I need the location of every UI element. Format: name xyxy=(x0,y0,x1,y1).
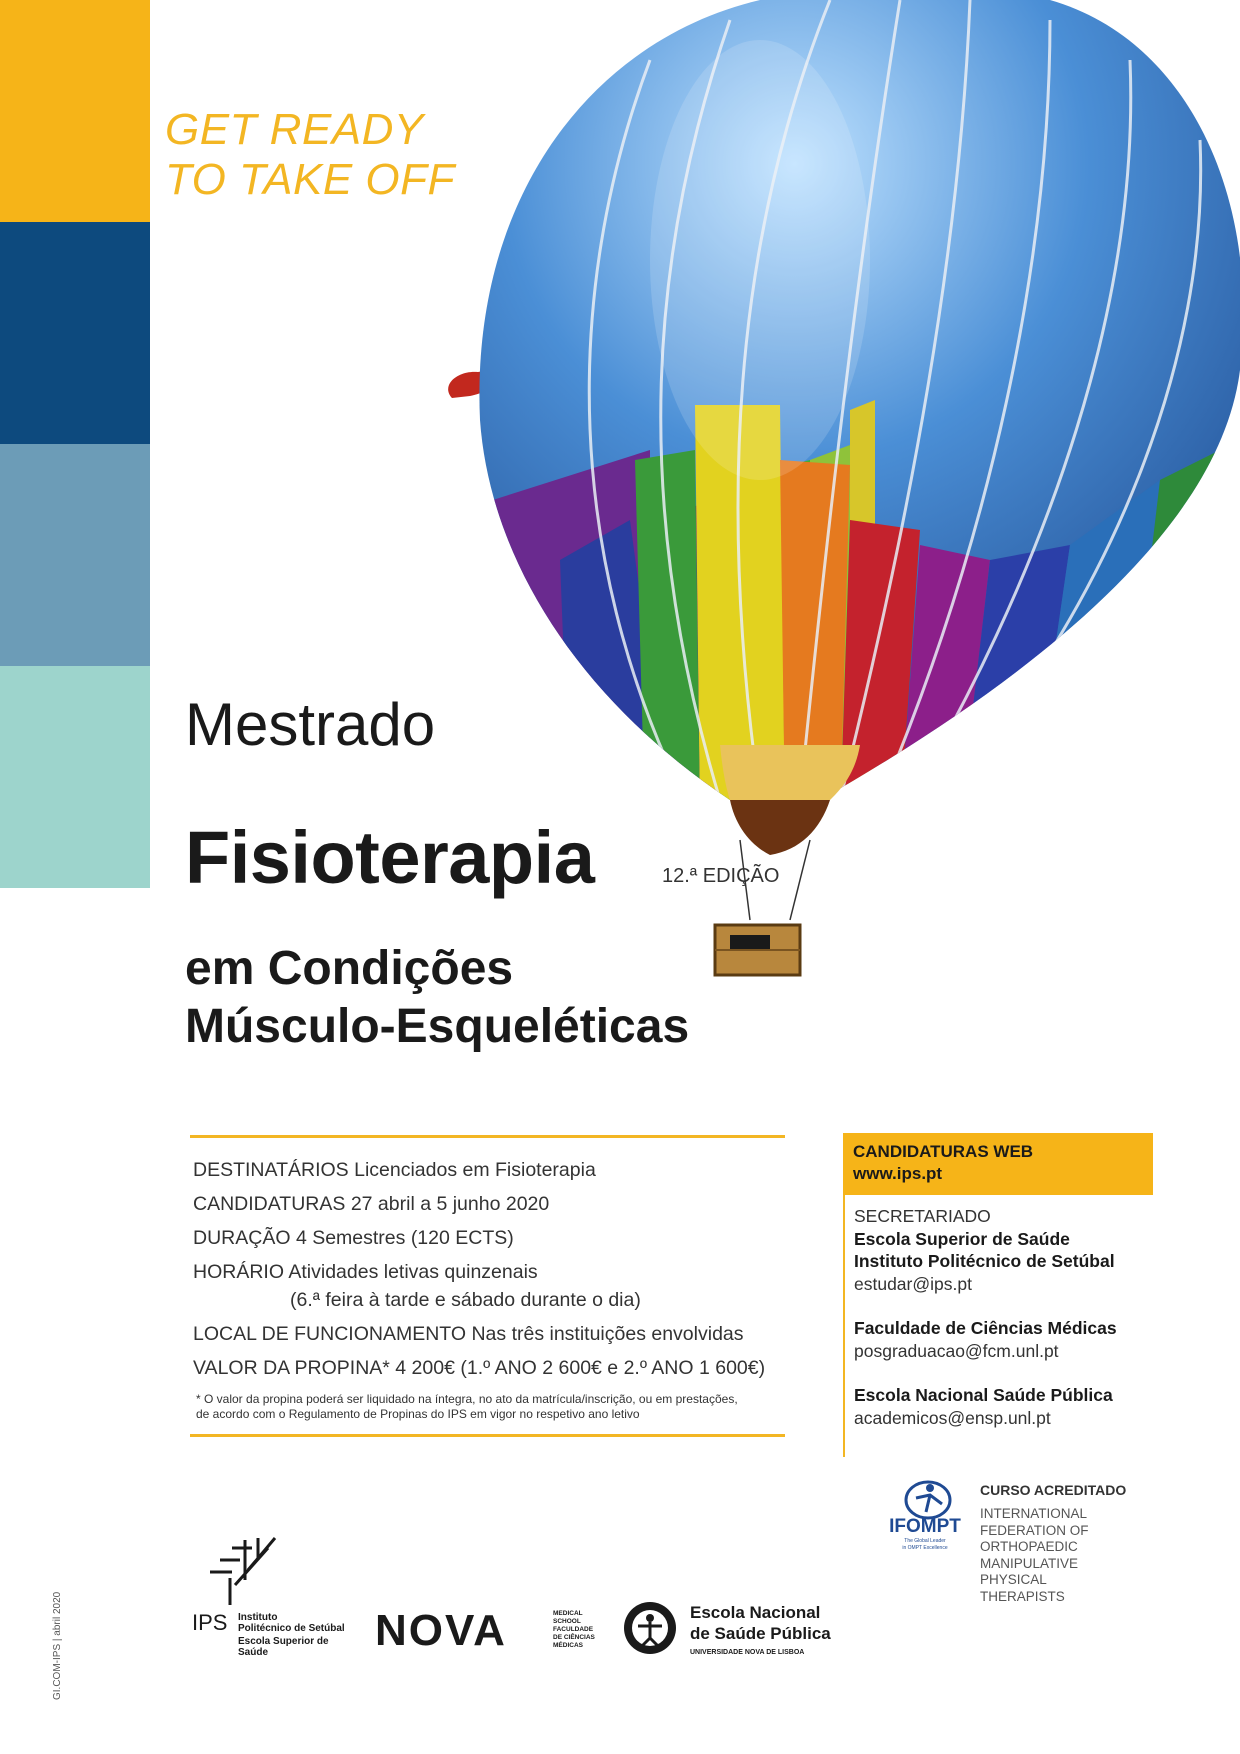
ips-name: Instituto Politécnico de Setúbal xyxy=(854,1251,1115,1271)
tagline-line-2: TO TAKE OFF xyxy=(165,155,455,204)
ips-email-link[interactable]: estudar@ips.pt xyxy=(854,1273,972,1294)
info-row-candidaturas xyxy=(193,1192,785,1216)
accreditation-label: CURSO ACREDITADO xyxy=(980,1482,1127,1498)
program-title: Fisioterapia xyxy=(185,816,595,899)
color-band-yellow xyxy=(0,0,150,222)
info-value: 4 Semestres (120 ECTS) xyxy=(295,1227,514,1249)
ensp-line-3: UNIVERSIDADE NOVA DE LISBOA xyxy=(690,1649,805,1656)
ensp-name: Escola Nacional Saúde Pública xyxy=(854,1385,1113,1405)
ips-line-1: Instituto xyxy=(238,1612,278,1623)
ifompt-name-line: ORTHOPAEDIC xyxy=(980,1539,1078,1554)
fcm-email-link[interactable]: posgraduacao@fcm.unl.pt xyxy=(854,1340,1059,1361)
ifompt-name-line: FEDERATION OF xyxy=(980,1522,1089,1538)
nova-medical-school-logo xyxy=(375,1605,610,1655)
subtitle-line-1: em Condições xyxy=(185,942,514,995)
ips-abbr: IPS xyxy=(192,1610,228,1635)
ips-line-2: Politécnico de Setúbal xyxy=(238,1623,345,1634)
secretariado-label: SECRETARIADO xyxy=(854,1206,991,1226)
color-band-steel xyxy=(0,444,150,666)
contact-fcm xyxy=(854,1317,1153,1362)
nova-side-1: MEDICAL xyxy=(553,1610,583,1617)
program-info xyxy=(190,1135,785,1437)
info-label: DESTINATÁRIOS xyxy=(193,1159,349,1181)
info-value: 4 200€ (1.º ANO 2 600€ e 2.º ANO 1 600€) xyxy=(395,1357,766,1379)
info-label: VALOR DA PROPINA* xyxy=(193,1357,390,1379)
info-label: LOCAL DE FUNCIONAMENTO xyxy=(193,1323,467,1345)
applications-web-box xyxy=(843,1133,1153,1195)
info-label: DURAÇÃO xyxy=(193,1227,291,1249)
info-row-destinatarios xyxy=(193,1158,785,1182)
ifompt-name-line: THERAPISTS xyxy=(980,1588,1065,1604)
contacts-panel xyxy=(843,1133,1153,1457)
tuition-footnote xyxy=(196,1392,785,1422)
tagline xyxy=(165,105,455,205)
ifompt-full-name xyxy=(980,1506,1089,1605)
contact-list xyxy=(843,1195,1153,1457)
info-value: Licenciados em Fisioterapia xyxy=(354,1159,596,1181)
nova-side-4: DE CIÊNCIAS xyxy=(553,1634,595,1641)
ensp-logo xyxy=(622,1596,831,1661)
nova-side-2: SCHOOL xyxy=(553,1618,581,1625)
web-url-link[interactable]: www.ips.pt xyxy=(853,1164,943,1183)
ifompt-name-line: MANIPULATIVE xyxy=(980,1555,1079,1571)
info-value: Atividades letivas quinzenais xyxy=(288,1261,538,1283)
nova-wordmark: NOVA xyxy=(375,1606,507,1655)
info-row-horario xyxy=(193,1260,785,1312)
ifompt-tagline-2: in OMPT Excellence xyxy=(902,1545,948,1551)
info-row-local xyxy=(193,1322,785,1346)
ifompt-name-line: INTERNATIONAL xyxy=(980,1506,1088,1521)
footnote-line-2: de acordo com o Regulamento de Propinas do IPS em vigor no respetivo ano letivo xyxy=(196,1407,640,1421)
info-label: CANDIDATURAS xyxy=(193,1193,346,1215)
ess-name: Escola Superior de Saúde xyxy=(854,1228,1070,1249)
info-label: HORÁRIO xyxy=(193,1261,285,1283)
web-label: CANDIDATURAS WEB xyxy=(853,1142,1034,1161)
ifompt-logo-text: IFOMPT xyxy=(889,1516,961,1537)
nova-side-5: MÉDICAS xyxy=(553,1642,583,1649)
fcm-name: Faculdade de Ciências Médicas xyxy=(854,1318,1117,1338)
ips-line-3: Escola Superior de xyxy=(238,1636,329,1647)
ifompt-tagline-1: The Global Leader xyxy=(904,1538,946,1544)
ifompt-name-line: PHYSICAL xyxy=(980,1572,1047,1587)
program-subtitle xyxy=(185,940,689,1056)
info-value-extra: (6.ª feira à tarde e sábado durante o dia) xyxy=(290,1289,641,1311)
info-row-duracao xyxy=(193,1226,785,1250)
color-band-mint xyxy=(0,666,150,888)
ips-line-4: Saúde xyxy=(238,1647,269,1658)
footnote-line-1: * O valor da propina poderá ser liquidado na íntegra, no ato da matrícula/inscrição, ou em prestações, xyxy=(196,1392,738,1406)
contact-ips xyxy=(854,1205,1153,1295)
color-band-navy xyxy=(0,222,150,444)
program-type: Mestrado xyxy=(185,691,436,758)
ips-logo xyxy=(190,1530,360,1660)
ifompt-logo xyxy=(880,1478,970,1558)
ensp-email-link[interactable]: academicos@ensp.unl.pt xyxy=(854,1407,1051,1428)
accreditation xyxy=(880,1478,1220,1604)
nova-side-3: FACULDADE xyxy=(553,1626,594,1633)
info-row-propina xyxy=(193,1356,785,1380)
edition-badge: 12.ª EDIÇÃO xyxy=(662,865,780,887)
info-value: Nas três instituições envolvidas xyxy=(471,1323,744,1345)
ensp-line-2: de Saúde Pública xyxy=(690,1624,831,1643)
document-code: GI.COM-IPS | abril 2020 xyxy=(52,1591,63,1700)
tagline-line-1: GET READY xyxy=(165,105,424,154)
ensp-line-1: Escola Nacional xyxy=(690,1603,821,1622)
contact-ensp xyxy=(854,1384,1153,1429)
subtitle-line-2: Músculo-Esqueléticas xyxy=(185,1000,690,1053)
info-value: 27 abril a 5 junho 2020 xyxy=(350,1193,550,1215)
